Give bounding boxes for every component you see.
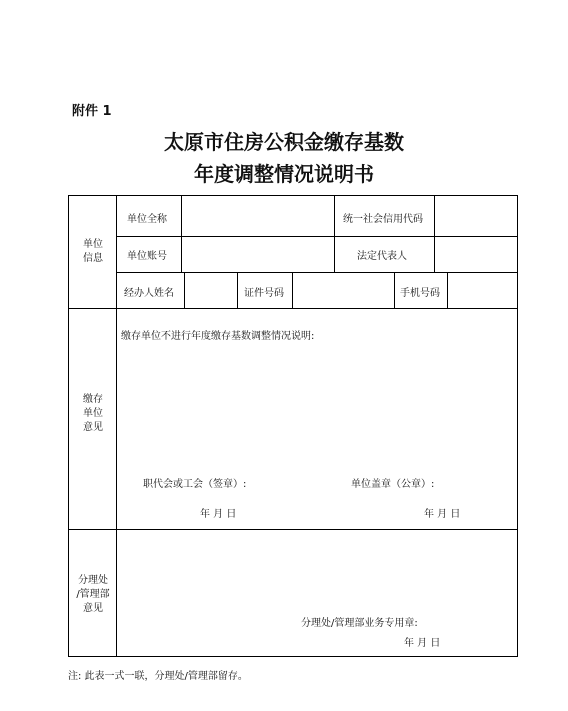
credit-code-label: 统一社会信用代码 bbox=[343, 214, 423, 225]
footnote: 注: 此表一式一联，分理处/管理部留存。 bbox=[68, 671, 248, 682]
section-divider bbox=[69, 308, 518, 309]
attachment-label: 附件 1 bbox=[72, 104, 112, 119]
cell-divider bbox=[394, 272, 395, 308]
form-table bbox=[68, 195, 518, 657]
union-sign-label: 职代会或工会（签章）: bbox=[143, 479, 247, 490]
branch-date: 年 月 日 bbox=[404, 638, 441, 649]
row-divider bbox=[117, 236, 518, 237]
cell-divider bbox=[237, 272, 238, 308]
phone-label: 手机号码 bbox=[400, 288, 440, 299]
cell-divider bbox=[447, 272, 448, 308]
opinion-prompt: 缴存单位不进行年度缴存基数调整情况说明: bbox=[121, 331, 315, 342]
full-name-label: 单位全称 bbox=[127, 214, 167, 225]
section-divider bbox=[69, 529, 518, 530]
branch-section-label: 分理处 /管理部 意见 bbox=[76, 575, 110, 614]
cell-divider bbox=[184, 272, 185, 308]
date-left: 年 月 日 bbox=[200, 509, 237, 520]
handler-label: 经办人姓名 bbox=[124, 288, 174, 299]
id-label: 证件号码 bbox=[244, 288, 284, 299]
row-divider bbox=[117, 272, 518, 273]
unit-seal-label: 单位盖章（公章）: bbox=[351, 479, 435, 490]
date-right: 年 月 日 bbox=[424, 509, 461, 520]
label-column-divider bbox=[116, 196, 117, 657]
cell-divider bbox=[181, 196, 182, 272]
opinion-section-label: 缴存 单位 意见 bbox=[83, 394, 103, 433]
form-subtitle: 年度调整情况说明书 bbox=[194, 162, 374, 186]
branch-seal-label: 分理处/管理部业务专用章: bbox=[301, 618, 418, 629]
cell-divider bbox=[334, 196, 335, 272]
cell-divider bbox=[292, 272, 293, 308]
account-label: 单位账号 bbox=[127, 251, 167, 262]
form-title: 太原市住房公积金缴存基数 bbox=[164, 130, 404, 154]
cell-divider bbox=[434, 196, 435, 272]
unit-info-section-label: 单位 信息 bbox=[83, 239, 103, 264]
legal-rep-label: 法定代表人 bbox=[357, 251, 407, 262]
